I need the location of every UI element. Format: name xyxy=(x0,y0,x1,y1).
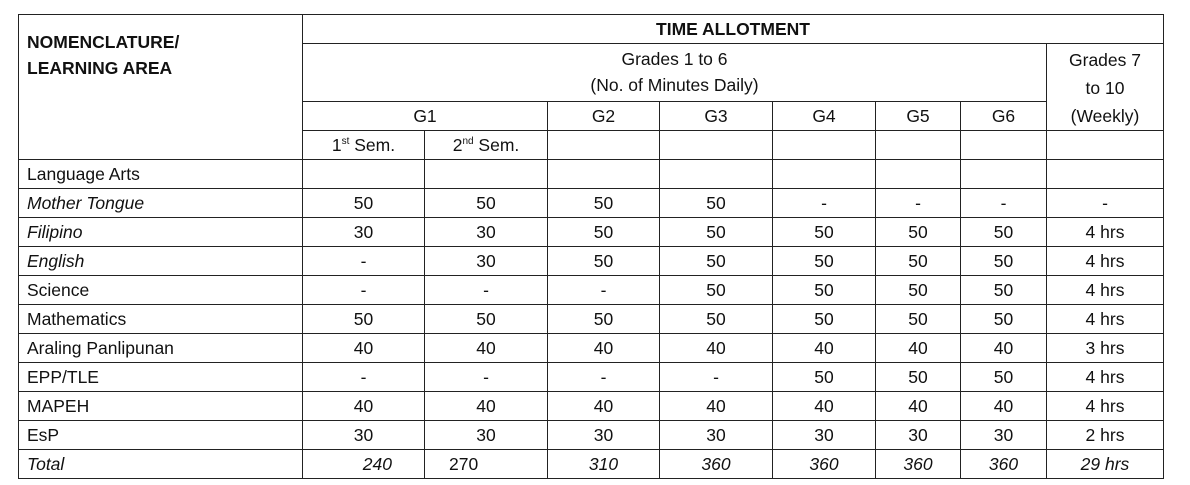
grade-header-g5: G5 xyxy=(876,101,961,130)
total-value-cell: 270 xyxy=(425,450,548,479)
minutes-value-cell: - xyxy=(425,363,548,392)
minutes-value-cell: 30 xyxy=(961,421,1047,450)
total-value-cell: 29 hrs xyxy=(1047,450,1164,479)
weekly-value-cell xyxy=(1047,160,1164,189)
minutes-value-cell: 30 xyxy=(425,247,548,276)
semester-1-header xyxy=(303,131,425,160)
minutes-value-cell: 30 xyxy=(425,421,548,450)
minutes-value-cell: 30 xyxy=(303,218,425,247)
minutes-value-cell: 50 xyxy=(303,189,425,218)
grade-header-g6: G6 xyxy=(961,101,1047,130)
table-row xyxy=(19,276,1164,305)
sem1-superscript: st xyxy=(341,136,350,148)
minutes-value-cell xyxy=(660,160,773,189)
total-value-cell: 310 xyxy=(548,450,660,479)
minutes-value-cell: 30 xyxy=(548,421,660,450)
minutes-value-cell: - xyxy=(660,363,773,392)
minutes-value-cell: 50 xyxy=(425,305,548,334)
learning-area-cell: Science xyxy=(19,276,303,305)
minutes-value-cell: - xyxy=(548,276,660,305)
minutes-value-cell: 50 xyxy=(961,305,1047,334)
minutes-value-cell: 30 xyxy=(425,218,548,247)
minutes-value-cell: 40 xyxy=(773,392,876,421)
minutes-value-cell: 50 xyxy=(660,247,773,276)
minutes-value-cell: 30 xyxy=(773,421,876,450)
minutes-value-cell: 50 xyxy=(961,276,1047,305)
table-row xyxy=(19,247,1164,276)
minutes-value-cell xyxy=(876,160,961,189)
table-row xyxy=(19,421,1164,450)
nomenclature-header xyxy=(19,15,303,160)
table-row xyxy=(19,334,1164,363)
minutes-value-cell: 40 xyxy=(876,334,961,363)
empty-cell xyxy=(1047,131,1164,160)
empty-cell xyxy=(961,131,1047,160)
total-value-cell: 360 xyxy=(876,450,961,479)
minutes-value-cell: 40 xyxy=(548,392,660,421)
minutes-value-cell: 50 xyxy=(876,305,961,334)
minutes-value-cell: 50 xyxy=(961,247,1047,276)
sem2-word: Sem. xyxy=(473,135,520,155)
minutes-value-cell: 50 xyxy=(660,218,773,247)
minutes-value-cell: - xyxy=(303,276,425,305)
grades-7-10-line-3: (Weekly) xyxy=(1070,106,1140,126)
grade-header-g1: G1 xyxy=(303,101,548,130)
learning-area-cell: English xyxy=(19,247,303,276)
grades-7-10-line-1: Grades 7 xyxy=(1069,50,1141,70)
minutes-value-cell: 40 xyxy=(660,334,773,363)
nomenclature-line-2: LEARNING AREA xyxy=(27,58,173,78)
weekly-value-cell: 4 hrs xyxy=(1047,392,1164,421)
learning-area-cell: Araling Panlipunan xyxy=(19,334,303,363)
learning-area-cell: EsP xyxy=(19,421,303,450)
minutes-value-cell: 40 xyxy=(961,392,1047,421)
minutes-value-cell: 50 xyxy=(773,218,876,247)
minutes-value-cell xyxy=(303,160,425,189)
minutes-value-cell: 50 xyxy=(660,276,773,305)
time-allotment-table xyxy=(18,14,1164,479)
weekly-value-cell: 4 hrs xyxy=(1047,247,1164,276)
grades-1-6-header xyxy=(303,44,1047,102)
weekly-value-cell: 4 hrs xyxy=(1047,363,1164,392)
weekly-value-cell: 2 hrs xyxy=(1047,421,1164,450)
minutes-value-cell: 50 xyxy=(773,305,876,334)
table-row xyxy=(19,305,1164,334)
table-row xyxy=(19,218,1164,247)
total-row xyxy=(19,450,1164,479)
minutes-value-cell: 40 xyxy=(773,334,876,363)
learning-area-cell: Filipino xyxy=(19,218,303,247)
minutes-value-cell: 50 xyxy=(548,305,660,334)
empty-cell xyxy=(773,131,876,160)
minutes-value-cell: 40 xyxy=(425,334,548,363)
minutes-value-cell: 40 xyxy=(303,334,425,363)
empty-cell xyxy=(660,131,773,160)
minutes-value-cell xyxy=(773,160,876,189)
minutes-value-cell: 30 xyxy=(660,421,773,450)
minutes-value-cell: 50 xyxy=(303,305,425,334)
minutes-value-cell: 40 xyxy=(303,392,425,421)
grades-7-10-header xyxy=(1047,44,1164,131)
minutes-value-cell: 30 xyxy=(876,421,961,450)
sem2-number: 2 xyxy=(452,135,463,155)
total-label: Total xyxy=(19,450,303,479)
time-allotment-table-wrapper xyxy=(18,14,1164,479)
learning-area-cell: Language Arts xyxy=(19,160,303,189)
weekly-value-cell: 4 hrs xyxy=(1047,276,1164,305)
learning-area-cell: Mother Tongue xyxy=(19,189,303,218)
total-value-cell: 240 xyxy=(303,450,425,479)
minutes-value-cell: 50 xyxy=(660,189,773,218)
weekly-value-cell: 4 hrs xyxy=(1047,218,1164,247)
minutes-value-cell: - xyxy=(876,189,961,218)
learning-area-cell: EPP/TLE xyxy=(19,363,303,392)
minutes-value-cell: 40 xyxy=(425,392,548,421)
total-value-cell: 360 xyxy=(961,450,1047,479)
minutes-value-cell: - xyxy=(303,247,425,276)
sem2-superscript: nd xyxy=(462,136,474,148)
minutes-value-cell xyxy=(425,160,548,189)
nomenclature-line-1: NOMENCLATURE/ xyxy=(27,32,180,52)
grades-1-6-line-2: (No. of Minutes Daily) xyxy=(590,75,759,95)
sem1-word: Sem. xyxy=(349,135,396,155)
table-row xyxy=(19,363,1164,392)
sem1-number: 1 xyxy=(331,135,342,155)
minutes-value-cell: 50 xyxy=(773,247,876,276)
minutes-value-cell: 40 xyxy=(548,334,660,363)
minutes-value-cell: 50 xyxy=(548,247,660,276)
minutes-value-cell: 50 xyxy=(548,218,660,247)
minutes-value-cell: 50 xyxy=(961,363,1047,392)
empty-cell xyxy=(876,131,961,160)
minutes-value-cell: 50 xyxy=(660,305,773,334)
minutes-value-cell: 40 xyxy=(876,392,961,421)
grades-7-10-line-2: to 10 xyxy=(1085,78,1125,98)
minutes-value-cell: 50 xyxy=(876,218,961,247)
grade-header-g3: G3 xyxy=(660,101,773,130)
total-value-cell: 360 xyxy=(660,450,773,479)
weekly-value-cell: 3 hrs xyxy=(1047,334,1164,363)
minutes-value-cell: 50 xyxy=(773,363,876,392)
minutes-value-cell xyxy=(961,160,1047,189)
grade-header-g2: G2 xyxy=(548,101,660,130)
weekly-value-cell: - xyxy=(1047,189,1164,218)
table-row xyxy=(19,189,1164,218)
minutes-value-cell: - xyxy=(961,189,1047,218)
minutes-value-cell: 30 xyxy=(303,421,425,450)
minutes-value-cell: 50 xyxy=(425,189,548,218)
minutes-value-cell: 50 xyxy=(876,247,961,276)
minutes-value-cell: - xyxy=(773,189,876,218)
learning-area-cell: Mathematics xyxy=(19,305,303,334)
learning-area-cell: MAPEH xyxy=(19,392,303,421)
grades-1-6-line-1: Grades 1 to 6 xyxy=(621,49,728,69)
header-row-1 xyxy=(19,15,1164,44)
minutes-value-cell: 50 xyxy=(961,218,1047,247)
empty-cell xyxy=(548,131,660,160)
minutes-value-cell: 50 xyxy=(773,276,876,305)
minutes-value-cell: 40 xyxy=(961,334,1047,363)
minutes-value-cell: 40 xyxy=(660,392,773,421)
time-allotment-header: TIME ALLOTMENT xyxy=(303,15,1164,44)
minutes-value-cell: - xyxy=(303,363,425,392)
minutes-value-cell: - xyxy=(548,363,660,392)
minutes-value-cell: 50 xyxy=(876,363,961,392)
table-row xyxy=(19,392,1164,421)
minutes-value-cell xyxy=(548,160,660,189)
weekly-value-cell: 4 hrs xyxy=(1047,305,1164,334)
table-row xyxy=(19,160,1164,189)
grade-header-g4: G4 xyxy=(773,101,876,130)
semester-2-header xyxy=(425,131,548,160)
minutes-value-cell: 50 xyxy=(876,276,961,305)
minutes-value-cell: 50 xyxy=(548,189,660,218)
minutes-value-cell: - xyxy=(425,276,548,305)
total-value-cell: 360 xyxy=(773,450,876,479)
